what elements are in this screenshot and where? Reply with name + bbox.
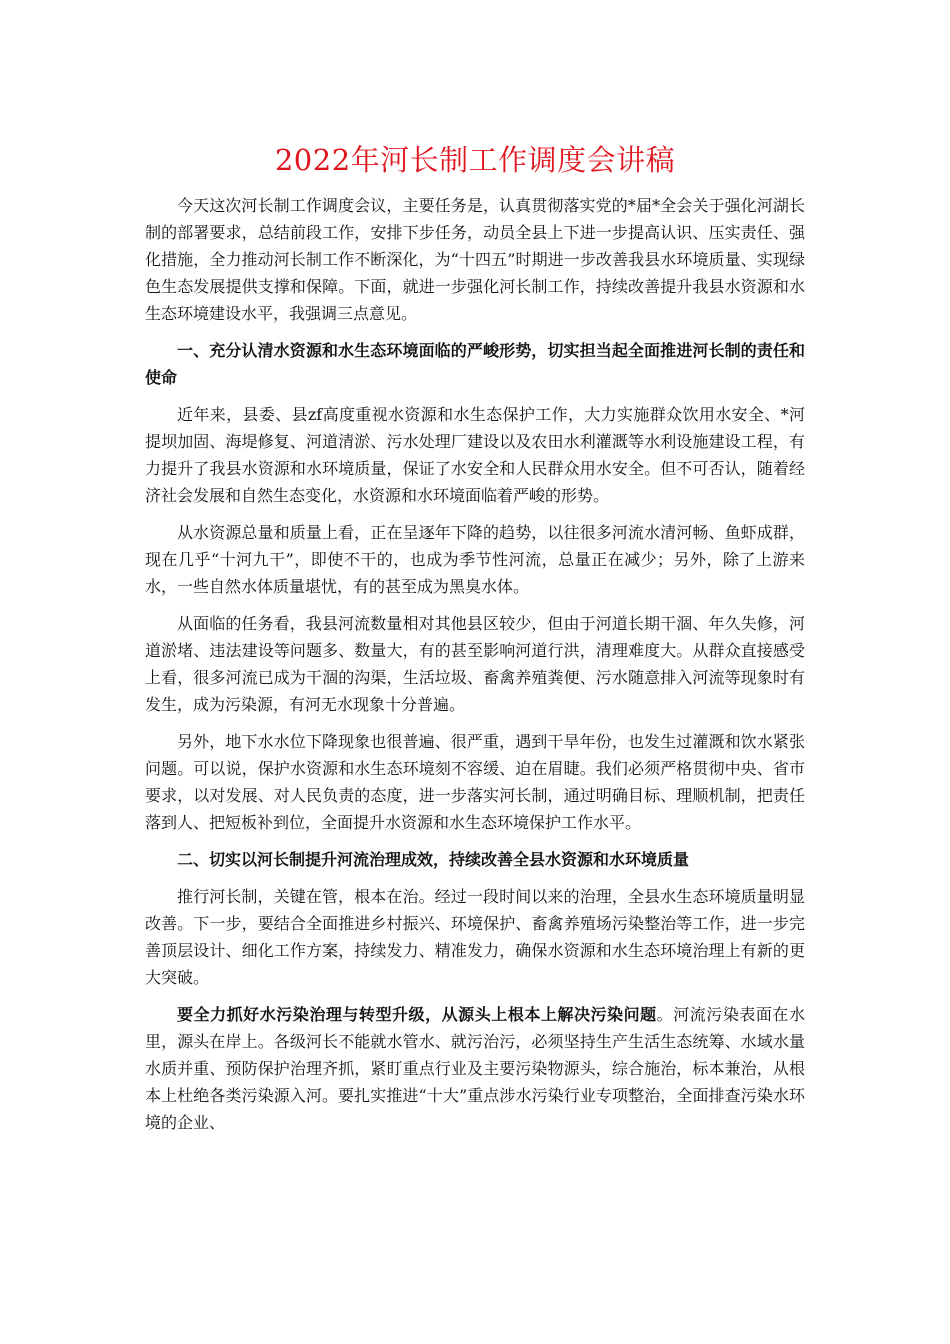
section-1-paragraph-2: 从水资源总量和质量上看，正在呈逐年下降的趋势，以往很多河流水清河畅、鱼虾成群，现在几乎“十河九干”，即使不干的，也成为季节性河流，总量正在减少；另外，除了上游来水，一些自然水体质量堪忧，有的甚至成为黑臭水体。: [145, 523, 805, 596]
section-2-heading: 二、切实以河长制提升河流治理成效，持续改善全县水资源和水环境质量: [177, 850, 690, 869]
section-1-paragraph-1: 近年来，县委、县zf高度重视水资源和水生态保护工作，大力实施群众饮用水安全、*河提坝加固、海堤修复、河道清淤、污水处理厂建设以及农田水利灌溉等水利设施建设工程，有力提升了我县水资源和水环境质量，保证了水安全和人民群众用水安全。但不可否认，随着经济社会发展和自然生态变化，水资源和水环境面临着严峻的形势。: [145, 405, 805, 505]
intro-paragraph: 今天这次河长制工作调度会议，主要任务是，认真贯彻落实党的*届*全会关于强化河湖长制的部署要求，总结前段工作，安排下步任务，动员全县上下进一步提高认识、压实责任、强化措施，全力推动河长制工作不断深化，为“十四五”时期进一步改善我县水环境质量、实现绿色生态发展提供支撑和保障。下面，就进一步强化河长制工作，持续改善提升我县水资源和水生态环境建设水平，我强调三点意见。: [145, 196, 805, 323]
section-2-paragraph-2: [145, 1001, 805, 1136]
section-1-paragraph-4: 另外，地下水水位下降现象也很普遍、很严重，遇到干旱年份，也发生过灌溉和饮水紧张问题。可以说，保护水资源和水生态环境刻不容缓、迫在眉睫。我们必须严格贯彻中央、省市要求，以对发展、对人民负责的态度，进一步落实河长制，通过明确目标、理顺机制，把责任落到人、把短板补到位，全面提升水资源和水生态环境保护工作水平。: [145, 732, 805, 832]
document-body: [145, 138, 805, 1146]
section-2-paragraph-2-body: 。河流污染表面在水里，源头在岸上。各级河长不能就水管水、就污治污，必须坚持生产生活生态统筹、水域水量水质并重、预防保护治理齐抓，紧盯重点行业及主要污染物源头，综合施治，标本兼治，从根本上杜绝各类污染源入河。要扎实推进“十大”重点涉水污染行业专项整治，全面排查污染水环境的企业、: [145, 1005, 805, 1132]
document-title: 2022年河长制工作调度会讲稿: [274, 143, 676, 177]
section-1-heading: 一、充分认清水资源和水生态环境面临的严峻形势，切实担当起全面推进河长制的责任和使命: [145, 341, 805, 387]
section-2-paragraph-2-lead: 要全力抓好水污染治理与转型升级，从源头上根本上解决污染问题: [177, 1005, 657, 1024]
section-2-paragraph-1: 推行河长制，关键在管，根本在治。经过一段时间以来的治理，全县水生态环境质量明显改善。下一步，要结合全面推进乡村振兴、环境保护、畜禽养殖场污染整治等工作，进一步完善顶层设计、细化工作方案，持续发力、精准发力，确保水资源和水生态环境治理上有新的更大突破。: [145, 887, 805, 987]
section-1-paragraph-3: 从面临的任务看，我县河流数量相对其他县区较少，但由于河道长期干涸、年久失修，河道淤堵、违法建设等问题多、数量大，有的甚至影响河道行洪，清理难度大。从群众直接感受上看，很多河流已成为干涸的沟渠，生活垃圾、畜禽养殖粪便、污水随意排入河流等现象时有发生，成为污染源，有河无水现象十分普遍。: [145, 614, 805, 714]
